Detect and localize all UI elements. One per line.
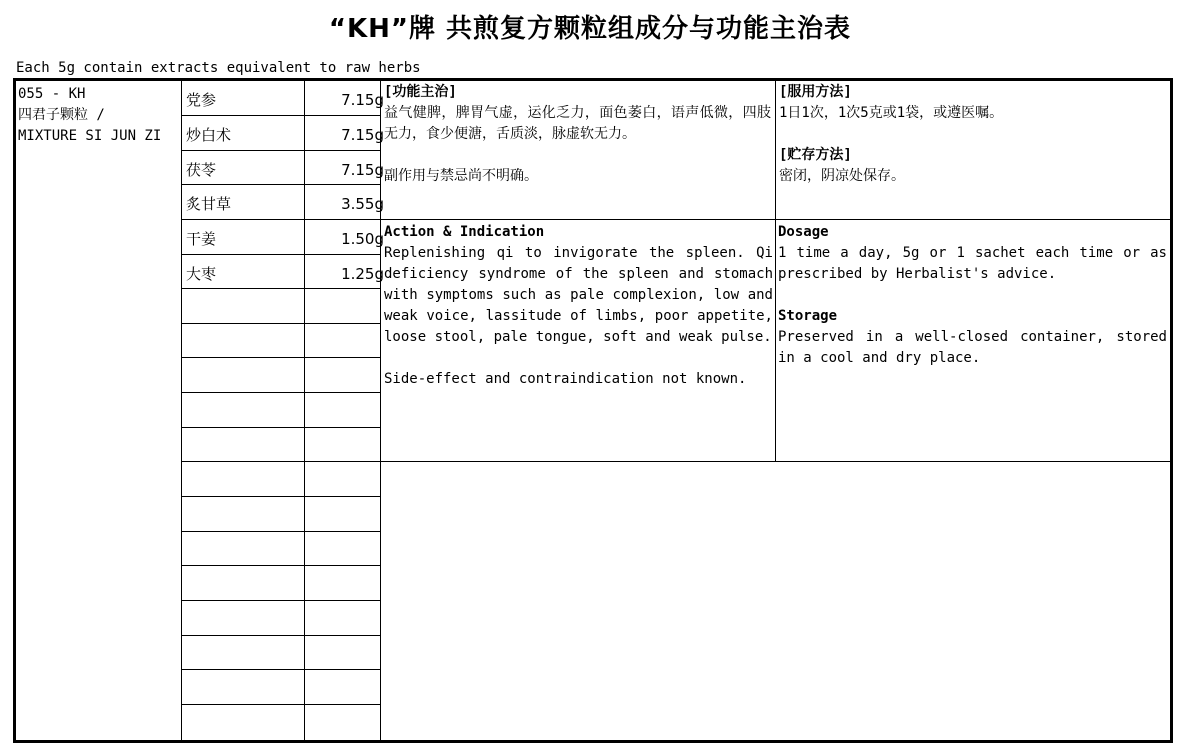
en-indication-heading: Action & Indication xyxy=(384,224,545,240)
row-divider xyxy=(181,357,381,358)
composition-table xyxy=(13,78,1173,743)
column-divider xyxy=(181,81,182,740)
ingredient-quantity: 7.15g xyxy=(341,91,384,109)
column-divider xyxy=(380,81,381,740)
ingredient-name: 党参 xyxy=(186,91,217,109)
cn-usage-block xyxy=(779,82,1167,187)
ingredient-quantity: 7.15g xyxy=(341,126,384,144)
row-divider xyxy=(181,150,381,151)
cn-dosage: 1日1次，1次5克或1袋，或遵医嘱。 xyxy=(779,105,1004,121)
ingredient-quantity: 3.55g xyxy=(341,195,384,213)
ingredient-name: 茯苓 xyxy=(186,161,217,179)
cn-storage-heading: [贮存方法] xyxy=(779,147,852,163)
cn-indication-heading: [功能主治] xyxy=(384,84,457,100)
page-title: “KH”牌 共煎复方颗粒组成分与功能主治表 xyxy=(328,14,852,44)
ingredient-quantity: 1.50g xyxy=(341,230,384,248)
ingredient-name: 干姜 xyxy=(186,230,217,248)
section-divider xyxy=(181,219,1170,220)
product-name-en: MIXTURE SI JUN ZI xyxy=(18,128,162,144)
en-side-effect: Side-effect and contraindication not known. xyxy=(384,371,747,387)
cn-dosage-heading: [服用方法] xyxy=(779,84,852,100)
en-dosage-heading: Dosage xyxy=(778,224,829,240)
row-divider xyxy=(181,115,381,116)
en-indication-body: Replenishing qi to invigorate the spleen. Qi deficiency syndrome of the spleen and stomach with symptoms such as pale complexion, low and weak voice, lassitude of limbs, poor appetite, loose stool, pale tongue, soft and weak pulse. xyxy=(384,245,773,345)
en-storage: Preserved in a well-closed container, stored in a cool and dry place. xyxy=(778,329,1167,366)
row-divider xyxy=(181,427,381,428)
cn-indication-block xyxy=(384,82,771,187)
ingredient-quantity: 1.25g xyxy=(341,265,384,283)
row-divider xyxy=(181,184,381,185)
row-divider xyxy=(181,704,381,705)
section-divider xyxy=(181,461,1170,462)
row-divider xyxy=(181,669,381,670)
row-divider xyxy=(181,288,381,289)
product-code: 055 - KH xyxy=(18,86,86,102)
ingredient-name: 炒白术 xyxy=(186,126,232,144)
cn-side-effect: 副作用与禁忌尚不明确。 xyxy=(384,168,538,184)
row-divider xyxy=(181,600,381,601)
row-divider xyxy=(181,392,381,393)
cn-storage: 密闭，阴凉处保存。 xyxy=(779,168,905,184)
en-storage-heading: Storage xyxy=(778,308,838,324)
row-divider xyxy=(181,496,381,497)
row-divider xyxy=(181,635,381,636)
subtitle: Each 5g contain extracts equivalent to raw herbs xyxy=(16,60,421,76)
row-divider xyxy=(181,323,381,324)
row-divider xyxy=(181,565,381,566)
column-divider xyxy=(775,81,776,461)
product-info xyxy=(18,84,178,147)
cn-indication-body: 益气健脾，脾胃气虚，运化乏力，面色萎白，语声低微，四肢无力，食少便溏，舌质淡，脉虚软无力。 xyxy=(384,105,771,142)
ingredient-name: 炙甘草 xyxy=(186,195,232,213)
row-divider xyxy=(181,531,381,532)
row-divider xyxy=(181,254,381,255)
ingredient-name: 大枣 xyxy=(186,265,217,283)
product-name-cn: 四君子颗粒 / xyxy=(18,107,105,123)
ingredient-quantity: 7.15g xyxy=(341,161,384,179)
en-usage-block xyxy=(778,222,1167,369)
en-indication-block xyxy=(384,222,773,390)
en-dosage: 1 time a day, 5g or 1 sachet each time or as prescribed by Herbalist's advice. xyxy=(778,245,1167,282)
